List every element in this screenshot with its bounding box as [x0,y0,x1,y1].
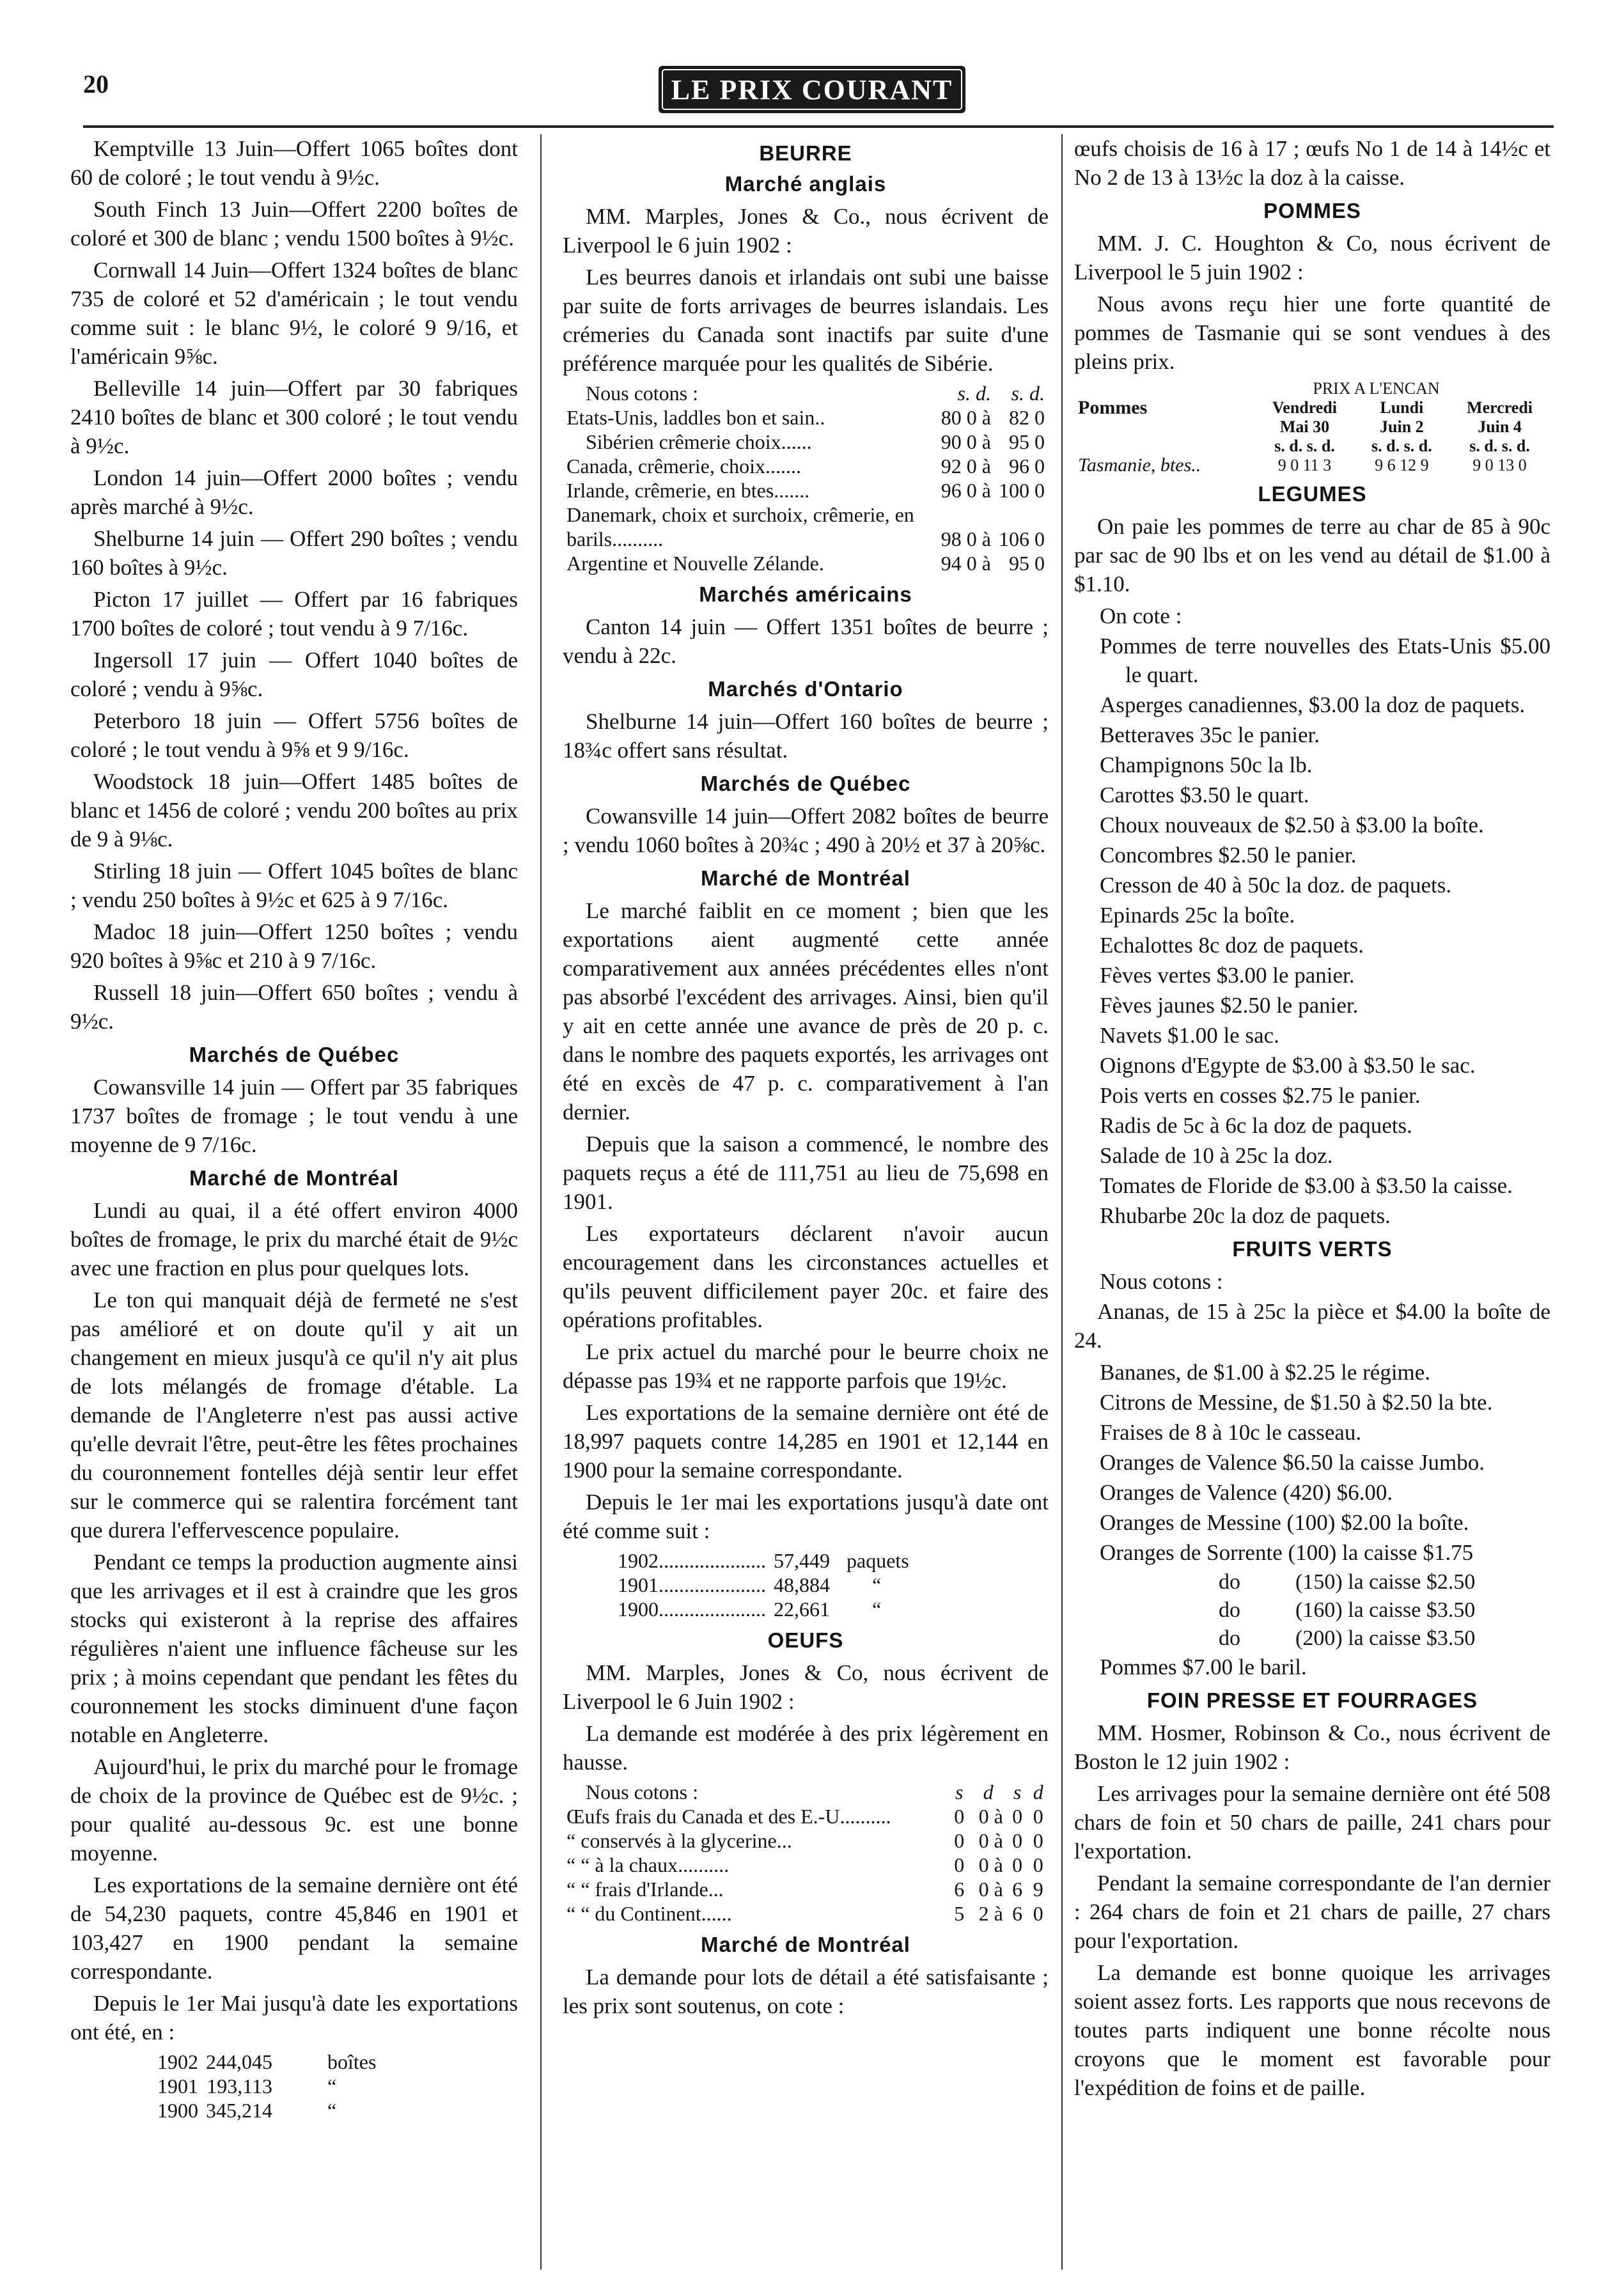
product: “ “ à la chaux.......... [566,1853,730,1876]
year: 1900 [157,2099,198,2122]
value: 0 [954,1829,965,1852]
table-row [563,478,1049,503]
value: 9 [1033,1878,1043,1901]
column-header: Vendredi [1272,398,1338,417]
table-label: Nous cotons : [586,1780,698,1804]
paragraph: On cote : [1100,604,1182,628]
table-row [563,1877,1049,1901]
list-item: Carottes $3.50 le quart. [1100,783,1309,807]
auction-title: PRIX A L'ENCAN [1313,379,1440,398]
report: Kemptville 13 Juin—Offert 1065 boîtes dont 60 de coloré ; le tout vendu à 9½c. [70,136,518,190]
paragraph: Canton 14 juin — Offert 1351 boîtes de beurre ; vendu à 22c. [563,614,1049,668]
table-row [153,2074,380,2098]
table-row [563,430,1049,454]
paragraph: Nous avons reçu hier une forte quantité de pommes de Tasmanie qui se sont vendues à des pleins prix. [1074,292,1550,374]
svg-text:LE PRIX COURANT: LE PRIX COURANT [671,74,953,105]
value: 6 [954,1878,965,1901]
list-item: Choux nouveaux de $2.50 à $3.00 la boîte. [1100,813,1484,838]
price-low: 80 0 à [941,406,991,429]
column-units: s. d. s. d. [1274,437,1335,455]
product: Canada, crêmerie, choix....... [566,455,801,478]
price-high: 100 0 [999,479,1045,502]
unit: paquets [847,1549,909,1572]
paragraph: Cowansville 14 juin—Offert 2082 boîtes de beurre ; vendu 1060 boîtes à 20¾c ; 490 à 20½ et 37 à 20⅝c. [563,804,1049,857]
unit: “ [327,2075,337,2098]
product: Irlande, crêmerie, en btes....... [566,479,810,502]
price-low: 90 0 à [941,430,991,453]
paragraph: On paie les pommes de terre au char de 85 à 90c par sac de 90 lbs et on les vend au détail de $1.00 à $1.10. [1074,514,1550,596]
paragraph: MM. Hosmer, Robinson & Co., nous écrivent de Boston le 12 juin 1902 : [1074,1720,1550,1774]
value: 9 6 12 9 [1375,456,1429,474]
column-rule-left [540,134,542,2270]
paragraph: Le marché faiblit en ce moment ; bien que les exportations aient augmenté cette année comparativement aux années précédentes elles n'ont pas absorbé l'excédent des arrivages. Ainsi, bien qu'il y ait en cette année une avance de près de 20 p. c. dans le nombre des paquets exportés, les arrivages ont été en excès de 47 p. c. comparativement à l'an dernier. [563,898,1049,1125]
table-row [563,1828,1049,1853]
paragraph: Les exportations de la semaine dernière ont été de 54,230 paquets, contre 45,846 en 1901 et 103,427 en 1900 pendant la semaine correspondante. [70,1873,518,1984]
column-header: Mercredi [1467,398,1533,417]
section-heading: FRUITS VERTS [1232,1237,1393,1261]
column-date: Juin 2 [1380,417,1424,436]
paragraph: Lundi au quai, il a été offert environ 4000 boîtes de fromage, le prix du marché était de 9½c avec une fraction en plus pour quelques lots. [70,1198,518,1281]
list-item: Pommes de terre nouvelles des Etats-Unis $5.00 le quart. [1100,634,1550,687]
product: “ conservés à la glycerine... [566,1829,792,1852]
value: 193,113 [207,2075,272,2098]
table-row [1215,1568,1479,1596]
column-header: s. d. [1011,382,1045,405]
value: 0 [1012,1805,1023,1828]
list-item: Oranges de Messine (100) $2.00 la boîte. [1100,1510,1469,1535]
list-item: Concombres $2.50 le panier. [1100,843,1357,868]
column-date: Juin 4 [1478,417,1522,436]
column-header: s [1013,1780,1022,1804]
year: 1900..................... [618,1598,766,1621]
unit: “ [872,1598,882,1621]
value: 57,449 [774,1549,830,1572]
list-item: Tomates de Floride de $3.00 à $3.50 la caisse. [1100,1173,1513,1198]
table-row [1215,1625,1479,1653]
paragraph: Les exportateurs déclarent n'avoir aucun encouragement dans les circonstances actuelles et qu'ils peuvent difficilement payer 20c. et faire des opérations profitables. [563,1221,1049,1332]
table-header [563,1780,1049,1804]
list-item: Citrons de Messine, de $1.50 à $2.50 la bte. [1100,1390,1493,1415]
list-item: Fraises de 8 à 10c le casseau. [1100,1420,1362,1445]
value: 0 à [978,1853,1003,1876]
list-item: Salade de 10 à 25c la doz. [1100,1143,1333,1168]
value: 0 [1033,1805,1043,1828]
column-rule-right [1061,134,1063,2270]
value: 48,884 [774,1573,830,1596]
table-row [1074,456,1550,475]
paragraph: Le ton qui manquait déjà de fermeté ne s'est pas amélioré et on doute qu'il y ait un changement en mieux jusqu'à ce qu'il n'y ait plus de lots mélangés de fromage d'étable. La demande de l'Angleterre n'est pas aussi active qu'elle devrait l'être, peut-être les fêtes prochaines du couronnement fontelles déjà sentir leur effet sur le commerce qui se ralentira forcément tant que durera l'effervescence populaire. [70,1288,518,1543]
product: Sibérien crêmerie choix...... [586,430,812,453]
report: Ingersoll 17 juin — Offert 1040 boîtes de coloré ; vendu à 9⅝c. [70,648,518,701]
value: 345,214 [206,2099,272,2122]
value: 6 [1012,1878,1023,1901]
section-heading: Marchés de Québec [189,1043,400,1066]
price-high: 95 0 [1009,552,1045,575]
list-item: Oranges de Valence $6.50 la caisse Jumbo. [1100,1450,1485,1475]
value: 0 [1033,1853,1043,1876]
value: 0 à [978,1829,1003,1852]
column-butter-eggs [563,134,1049,2023]
list-item: Fèves vertes $3.00 le panier. [1100,963,1355,988]
subsection-heading: Marché de Montréal [701,866,910,890]
list-item: Oignons d'Egypte de $3.00 à $3.50 le sac. [1100,1053,1476,1078]
value: 244,045 [206,2050,272,2073]
report: Shelburne 14 juin — Offert 290 boîtes ; vendu 160 boîtes à 9½c. [70,526,518,580]
report: Cornwall 14 Juin—Offert 1324 boîtes de blanc 735 de coloré et 52 d'américain ; le tout vendu comme suit : le blanc 9½, le coloré 9 9/16, et l'américain 9⅝c. [70,258,518,369]
value: (150) la caisse $2.50 [1295,1570,1476,1594]
section-heading: Marché de Montréal [189,1166,399,1190]
column-units: s. d. s. d. [1469,437,1530,455]
paragraph: MM. Marples, Jones & Co., nous écrivent de Liverpool le 6 juin 1902 : [563,204,1049,258]
report: South Finch 13 Juin—Offert 2200 boîtes de coloré et 300 de blanc ; vendu 1500 boîtes à 9½c. [70,197,518,251]
paragraph: La demande pour lots de détail a été satisfaisante ; les prix sont soutenus, on cote : [563,1965,1049,2018]
paragraph: Depuis le 1er Mai jusqu'à date les exportations ont été, en : [70,1991,518,2045]
table-header [1074,398,1550,417]
paragraph: MM. Marples, Jones & Co, nous écrivent de Liverpool le 6 Juin 1902 : [563,1660,1049,1714]
list-item: Fèves jaunes $2.50 le panier. [1100,993,1359,1018]
apple-auction-table [1074,398,1550,475]
year: 1902..................... [618,1549,766,1572]
section-heading: FOIN PRESSE ET FOURRAGES [1146,1688,1478,1712]
report: Russell 18 juin—Offert 650 boîtes ; vendu à 9½c. [70,980,518,1034]
subsection-heading: Marché anglais [724,172,887,196]
table-row [614,1573,913,1597]
paragraph: Pendant la semaine correspondante de l'an dernier : 264 chars de foin et 21 chars de paille, 27 chars pour l'exportation. [1074,1871,1550,1953]
report: London 14 juin—Offert 2000 boîtes ; vendu après marché à 9½c. [70,465,518,519]
price-low: 98 0 à [941,527,991,550]
cheese-exports-table [153,2050,380,2123]
table-label: Nous cotons : [586,382,698,405]
product: Etats-Unis, laddles bon et sain.. [566,406,825,429]
butter-price-table [563,381,1049,575]
list-item: Echalottes 8c doz de paquets. [1100,933,1364,958]
list-item: Navets $1.00 le sac. [1100,1023,1279,1048]
value: (160) la caisse $3.50 [1295,1598,1476,1622]
table-row [614,1548,913,1573]
ditto: do [1219,1626,1240,1650]
report: Peterboro 18 juin — Offert 5756 boîtes de coloré ; le tout vendu à 9⅝ et 9 9/16c. [70,708,518,762]
table-header [563,381,1049,405]
paragraph: Nous cotons : [1100,1269,1223,1294]
paragraph: Depuis que la saison a commencé, le nombre des paquets reçus a été de 111,751 au lieu de 75,698 en 1901. [563,1132,1049,1214]
paragraph: La demande est bonne quoique les arrivages soient assez forts. Les rapports que nous recevons de toutes parts indiquent une bonne récolte nous croyons que le moment est favorable pour l'expédition de foins et de paille. [1074,1960,1550,2100]
value: 5 [954,1902,965,1925]
section-heading: LEGUMES [1258,482,1367,506]
list-item: Rhubarbe 20c la doz de paquets. [1100,1203,1391,1228]
year: 1901..................... [618,1573,766,1596]
list-item: Oranges de Valence (420) $6.00. [1100,1480,1393,1505]
table-row [563,551,1049,575]
table-row [1215,1596,1479,1625]
product: “ “ frais d'Irlande... [566,1878,724,1901]
column-units: s. d. s. d. [1371,437,1432,455]
value: 0 [1033,1829,1043,1852]
value: (200) la caisse $3.50 [1295,1626,1476,1650]
paragraph: Les arrivages pour la semaine dernière ont été 508 chars de foin et 50 chars de paille, 241 chars pour l'exportation. [1074,1781,1550,1864]
value: 0 [954,1853,965,1876]
list-item: Oranges de Sorrente (100) la caisse $1.75 [1100,1540,1474,1565]
paragraph: Aujourd'hui, le prix du marché pour le fromage de choix de la province de Québec est de 9½c. ; pour qualité au-dessous 9c. est une bonne moyenne. [70,1754,518,1866]
table-row [563,1804,1049,1828]
list-item: Epinards 25c la boîte. [1100,903,1295,928]
table-row [614,1597,913,1621]
table-row [153,2050,380,2074]
year: 1902 [157,2050,198,2073]
unit: boîtes [327,2050,377,2073]
sorrente-table [1215,1568,1479,1653]
table-row [563,1853,1049,1877]
column-header: d [1033,1780,1043,1804]
ditto: do [1219,1570,1240,1594]
egg-price-table [563,1780,1049,1926]
table-row [563,454,1049,478]
value: 2 à [978,1902,1003,1925]
table-row [563,503,1049,551]
column-header: s. d. [957,382,991,405]
product: “ “ du Continent...... [566,1902,732,1925]
table-row [563,1901,1049,1926]
value: 9 0 13 0 [1472,456,1527,474]
list-item: Ananas, de 15 à 25c la pièce et $4.00 la boîte de 24. [1074,1299,1550,1353]
table-header [1074,437,1550,456]
column-produce [1074,134,1550,2105]
table-row [153,2098,380,2123]
list-item: Bananes, de $1.00 à $2.25 le régime. [1100,1360,1431,1385]
value: 22,661 [774,1598,830,1621]
value: 0 [1012,1853,1023,1876]
product: Œufs frais du Canada et des E.-U.......... [566,1805,891,1828]
year: 1901 [157,2075,198,2098]
value: 0 [954,1805,965,1828]
list-item: Cresson de 40 à 50c la doz. de paquets. [1100,873,1452,898]
table-label: Pommes [1078,397,1148,418]
price-high: 106 0 [999,527,1045,550]
paragraph: Les beurres danois et irlandais ont subi une baisse par suite de forts arrivages de beurres islandais. Les crémeries du Canada sont inactifs par suite d'une préférence marquée pour les qualités de Sibérie. [563,265,1049,376]
paragraph: Shelburne 14 juin—Offert 160 boîtes de beurre ; 18¾c offert sans résultat. [563,709,1049,763]
price-low: 96 0 à [941,479,991,502]
list-item: Radis de 5c à 6c la doz de paquets. [1100,1113,1412,1138]
section-heading: POMMES [1263,199,1361,222]
paragraph: Les exportations de la semaine dernière ont été de 18,997 paquets contre 14,285 en 1901 et 12,144 en 1900 pour la semaine correspondante. [563,1400,1049,1483]
product: Argentine et Nouvelle Zélande. [566,552,824,575]
report: Belleville 14 juin—Offert par 30 fabriques 2410 boîtes de blanc et 300 coloré ; le tout vendu à 9½c. [70,376,518,458]
paragraph: MM. J. C. Houghton & Co, nous écrivent de Liverpool le 5 juin 1902 : [1074,231,1550,284]
subsection-heading: Marchés américains [699,582,912,606]
paragraph: Le prix actuel du marché pour le beurre choix ne dépasse pas 19¾ et ne rapporte parfois que 19½c. [563,1339,1049,1393]
masthead-logo [659,61,965,118]
report: Picton 17 juillet — Offert par 16 fabriques 1700 boîtes de coloré ; tout vendu à 9 7/16c. [70,587,518,641]
list-item: Pommes $7.00 le baril. [1100,1655,1307,1679]
price-low: 92 0 à [941,455,991,478]
paragraph: œufs choisis de 16 à 17 ; œufs No 1 de 14 à 14½c et No 2 de 13 à 13½c la doz à la caisse. [1074,136,1550,190]
table-row [563,405,1049,430]
list-item: Betteraves 35c le panier. [1100,722,1320,747]
paragraph: Depuis le 1er mai les exportations jusqu'à date ont été comme suit : [563,1490,1049,1543]
report: Madoc 18 juin—Offert 1250 boîtes ; vendu 920 boîtes à 9⅝c et 210 à 9 7/16c. [70,919,518,973]
subsection-heading: Marchés d'Ontario [708,677,903,701]
price-low: 94 0 à [941,552,991,575]
unit: “ [327,2099,337,2122]
column-header: s [955,1780,964,1804]
paragraph: Cowansville 14 juin — Offert par 35 fabriques 1737 boîtes de fromage ; le tout vendu à une moyenne de 9 7/16c. [70,1075,518,1157]
column-header: d [983,1780,994,1804]
value: 0 [1033,1902,1043,1925]
column-header: Lundi [1380,398,1424,417]
value: 0 à [978,1878,1003,1901]
list-item: Pois verts en cosses $2.75 le panier. [1100,1083,1421,1108]
product: Danemark, choix et surchoix, crêmerie, en barils.......... [566,503,914,550]
ditto: do [1219,1598,1240,1622]
subsection-heading: Marchés de Québec [700,772,911,795]
list-item: Asperges canadiennes, $3.00 la doz de paquets. [1100,692,1526,717]
paragraph: Pendant ce temps la production augmente ainsi que les arrivages et il est à craindre que les gros stocks qui existeront à la reprise des affaires régulières n'aient une influence fâcheuse sur les prix ; à moins cependant que pendant les fêtes du couronnement les stocks diminuent d'une façon notable en Angleterre. [70,1550,518,1747]
table-header [1074,417,1550,437]
section-heading: BEURRE [759,141,852,165]
value: 0 à [978,1805,1003,1828]
section-heading: OEUFS [767,1628,844,1652]
page-number: 20 [83,70,109,98]
value: 0 [1012,1829,1023,1852]
value: 9 0 11 3 [1277,456,1332,474]
product: Tasmanie, btes.. [1078,455,1201,476]
header-rule [83,125,1554,128]
price-high: 82 0 [1009,406,1045,429]
column-cheese [70,134,518,2123]
list-item: Champignons 50c la lb. [1100,752,1313,777]
paragraph: La demande est modérée à des prix légèrement en hausse. [563,1721,1049,1775]
price-high: 96 0 [1009,455,1045,478]
subsection-heading: Marché de Montréal [701,1933,910,1956]
value: 6 [1012,1902,1023,1925]
report: Stirling 18 juin — Offert 1045 boîtes de blanc ; vendu 250 boîtes à 9½c et 625 à 9 7/16c. [70,859,518,912]
column-date: Mai 30 [1279,417,1330,436]
price-high: 95 0 [1009,430,1045,453]
report: Woodstock 18 juin—Offert 1485 boîtes de blanc et 1456 de coloré ; vendu 200 boîtes au prix de 9 à 9⅛c. [70,769,518,852]
unit: “ [872,1573,882,1596]
butter-exports-table [614,1548,913,1621]
